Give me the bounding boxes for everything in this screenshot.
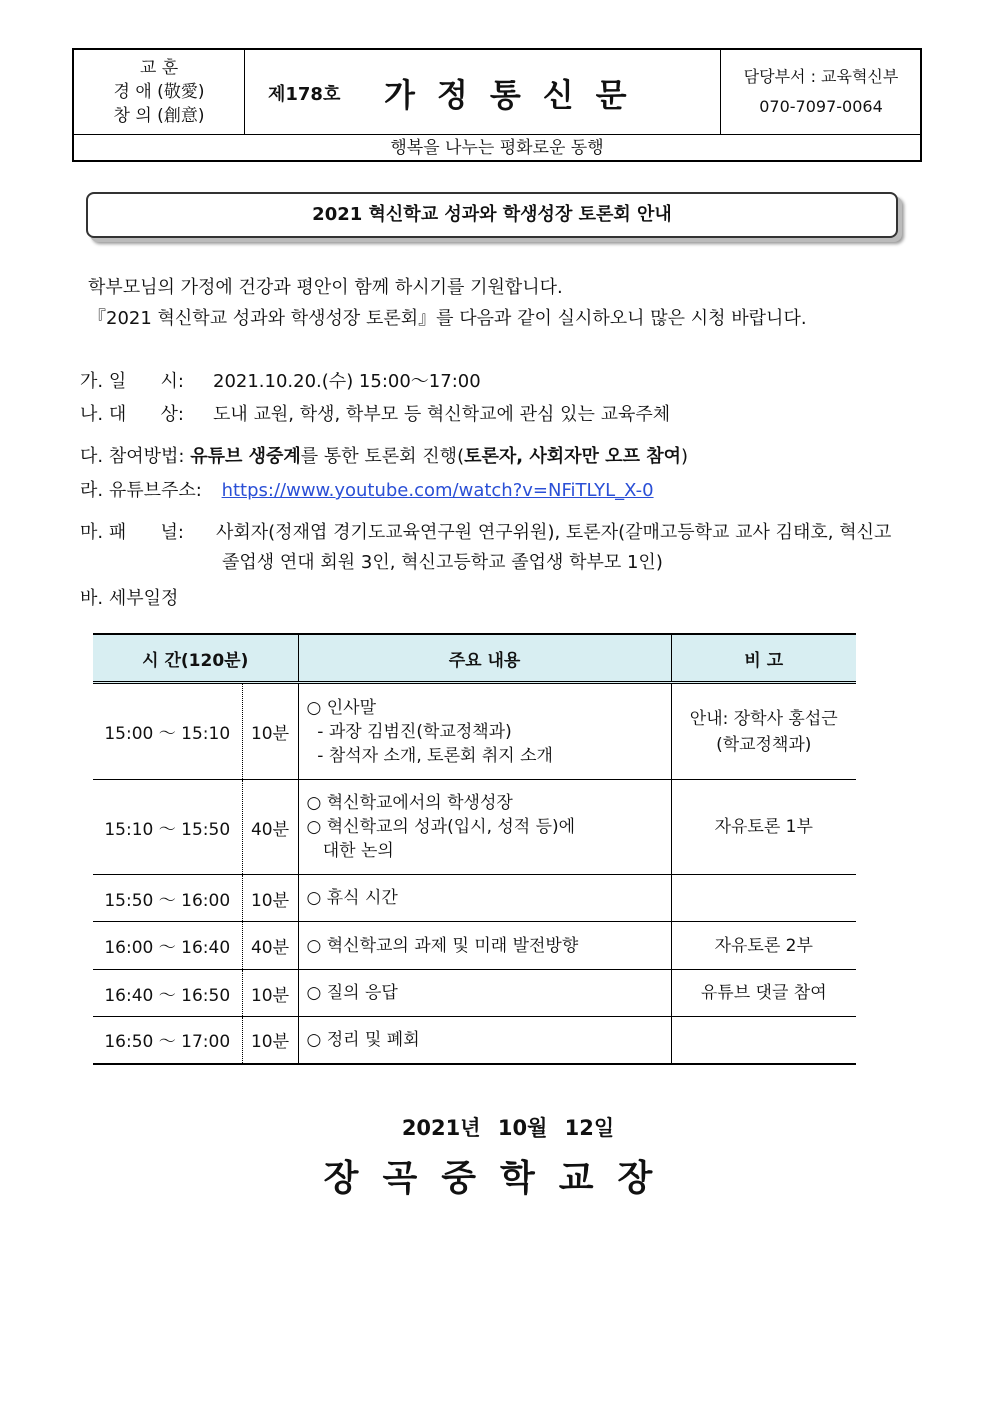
method-emphasis: 토론자, 사회자만 오프 참여 [464,446,681,467]
item-schedule-label: 바. 세부일정 [80,588,179,609]
intro-greeting: 학부모님의 가정에 건강과 평안이 함께 하시기를 기원합니다. [88,277,563,298]
content-cell: ○ 질의 응답 [298,970,671,1017]
principal-signature: 장곡중학교장 [323,1158,677,1199]
note-cell: 자유토론 2부 [671,922,856,970]
item-url-label: 라. 유튜브주소: [80,480,202,501]
notice-title-banner: 2021 혁신학교 성과와 학생성장 토론회 안내 [86,192,898,238]
newsletter-title-cell [244,50,721,134]
duration-cell: 10분 [242,683,298,780]
item-target-value: 도내 교원, 학생, 학부모 등 혁신학교에 관심 있는 교육주체 [213,404,671,425]
duration-cell: 10분 [242,875,298,922]
note-cell [671,1017,856,1064]
issue-number: 제178호 [268,84,341,105]
table-row [93,1017,856,1064]
table-row [93,780,856,875]
content-line: ○ 혁신학교에서의 학생성장 [306,793,513,813]
issue-date: 2021년 10월 12일 [401,1116,615,1140]
content-cell [298,683,671,780]
item-panel-label: 마. 패 널: [80,522,185,543]
motto-title: 교 훈 [139,58,179,78]
content-line: - 과장 김범진(학교정책과) [306,721,512,742]
item-target-label: 나. 대 상: [80,404,185,425]
time-cell: 15:10 ～ 15:50 [93,780,242,875]
item-date-value: 2021.10.20.(수) 15:00～17:00 [213,371,481,392]
phone-number: 070-7097-0064 [759,97,883,116]
content-line: ○ 인사말 [306,697,377,718]
duration-cell: 10분 [242,1017,298,1064]
schedule-table [93,633,856,1065]
school-motto [74,50,245,134]
item-panel-line: 졸업생 연대 회원 3인, 혁신고등학교 졸업생 학부모 1인) [222,552,663,573]
time-cell: 15:50 ～ 16:00 [93,875,242,922]
col-header-content: 주요 내용 [298,634,671,683]
table-row [93,970,856,1017]
table-row [93,922,856,970]
col-header-time: 시 간(120분) [93,634,298,683]
item-date-label: 가. 일 시: [80,371,185,392]
item-method-label: 다. 참여방법: [80,446,185,467]
time-cell: 15:00 ～ 15:10 [93,683,242,780]
table-row [93,683,856,780]
method-emphasis: 유튜브 생중계 [190,446,301,467]
newsletter-title: 가정통신문 [384,76,649,114]
intro-announcement: 『2021 혁신학교 성과와 학생성장 토론회』를 다음과 같이 실시하오니 많은 시청 바랍니다. [88,308,807,329]
note-cell [671,875,856,922]
motto-line: 창 의 (創意) [113,106,205,126]
school-slogan: 행복을 나누는 평화로운 동행 [74,134,920,161]
table-row [93,875,856,922]
department-info [720,50,922,134]
item-panel-line: 사회자(정재엽 경기도교육연구원 연구위원), 토론자(갈매고등학교 교사 김태호, 혁신고 [216,522,892,543]
content-line: 대한 논의 [306,841,394,861]
note-line: 안내: 장학사 홍섭근 [689,708,838,729]
note-cell: 유튜브 댓글 참여 [671,970,856,1017]
item-url [80,479,654,503]
content-cell: ○ 휴식 시간 [298,875,671,922]
youtube-link[interactable]: https://www.youtube.com/watch?v=NFiTLYL_X-0 [221,480,654,501]
method-text: 를 통한 토론회 진행( [300,446,465,467]
motto-line: 경 애 (敬愛) [113,82,205,102]
time-cell: 16:40 ～ 16:50 [93,970,242,1017]
note-cell: 자유토론 1부 [671,780,856,875]
content-line: - 참석자 소개, 토론회 취지 소개 [306,745,553,766]
note-cell [671,683,856,780]
content-cell [298,780,671,875]
content-cell: ○ 정리 및 폐회 [298,1017,671,1064]
time-cell: 16:50 ～ 17:00 [93,1017,242,1064]
header-box [72,48,922,162]
table-header-row [93,634,856,683]
duration-cell: 40분 [242,922,298,970]
col-header-note: 비 고 [671,634,856,683]
duration-cell: 10분 [242,970,298,1017]
note-line: (학교정책과) [716,734,812,755]
duration-cell: 40분 [242,780,298,875]
time-cell: 16:00 ～ 16:40 [93,922,242,970]
item-method [80,445,688,469]
method-text: ) [681,446,689,467]
content-cell: ○ 혁신학교의 과제 및 미래 발전방향 [298,922,671,970]
content-line: ○ 혁신학교의 성과(입시, 성적 등)에 [306,817,576,837]
department: 담당부서 : 교육혁신부 [743,67,899,86]
